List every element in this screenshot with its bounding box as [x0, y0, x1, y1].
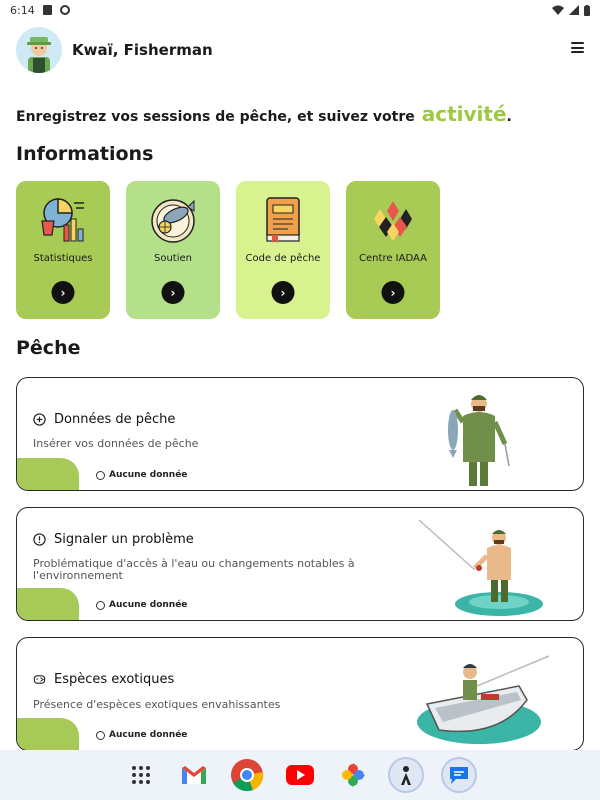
iadaa-logo-icon: [368, 195, 418, 245]
sync-icon: [60, 5, 70, 15]
clock-icon: [96, 601, 105, 610]
peche-card-title: Espèces exotiques: [54, 672, 175, 687]
status-right: [552, 5, 590, 16]
clock-icon: [96, 471, 105, 480]
tagline-period: .: [506, 109, 512, 125]
card-corner-accent: [17, 458, 79, 490]
peche-card-subtitle: Problématique d'accès à l'eau ou changements notables à l'environnement: [33, 557, 355, 582]
peche-card-title: Données de pêche: [54, 412, 176, 427]
page-title: Kwaï, Fisherman: [72, 41, 213, 59]
tagline: [16, 102, 600, 124]
photos-icon[interactable]: [335, 757, 371, 793]
card-corner-accent: [17, 718, 79, 750]
peche-card-subtitle: Insérer vos données de pêche: [33, 437, 199, 450]
peche-card-especes[interactable]: [16, 637, 584, 751]
peche-card-status: [96, 470, 187, 480]
info-card-label: Code de pêche: [245, 253, 321, 264]
peche-card-status: [96, 600, 187, 610]
fisherman-boat-illustration: [399, 642, 569, 748]
info-card-code-de-peche[interactable]: [236, 181, 330, 319]
info-card-centre-iadaa[interactable]: [346, 181, 440, 319]
fisherman-avatar-icon: [16, 27, 62, 73]
app-header: [0, 20, 600, 80]
info-card-label: Centre IADAA: [359, 253, 427, 264]
app-icon[interactable]: [388, 757, 424, 793]
chevron-right-icon[interactable]: ›: [52, 281, 75, 304]
chevron-right-icon[interactable]: ›: [162, 281, 185, 304]
app-drawer-icon[interactable]: [123, 757, 159, 793]
status-text: Aucune donnée: [109, 730, 188, 740]
menu-icon-bar: [571, 42, 584, 44]
info-card-label: Soutien: [154, 253, 192, 264]
clock-icon: [96, 731, 105, 740]
statistics-icon: [38, 195, 88, 245]
menu-button[interactable]: [571, 42, 584, 53]
warning-circle-icon: [33, 533, 46, 546]
peche-card-title: Signaler un problème: [54, 532, 194, 547]
peche-card-header: [33, 672, 174, 687]
status-text: Aucune donnée: [109, 470, 188, 480]
battery-icon: [584, 5, 590, 16]
gmail-icon[interactable]: [176, 757, 212, 793]
peche-card-donnees[interactable]: [16, 377, 584, 491]
card-corner-accent: [17, 588, 79, 620]
fish-icon: [33, 673, 46, 686]
tagline-accent: activité: [421, 102, 507, 126]
tagline-text: Enregistrez vos sessions de pêche, et suivez votre: [16, 109, 415, 125]
plus-circle-icon: [33, 413, 46, 426]
status-text: Aucune donnée: [109, 600, 188, 610]
menu-icon-bar: [571, 47, 584, 49]
section-title-informations: Informations: [16, 143, 154, 165]
wifi-icon: [552, 5, 564, 15]
messages-icon[interactable]: [441, 757, 477, 793]
fisherman-standing-illustration: [399, 382, 569, 488]
chevron-right-icon[interactable]: ›: [272, 281, 295, 304]
peche-card-status: [96, 730, 187, 740]
signal-icon: [569, 5, 579, 15]
status-bar: [0, 0, 600, 20]
peche-card-signaler[interactable]: [16, 507, 584, 621]
menu-icon-bar: [571, 51, 584, 53]
peche-card-header: [33, 532, 194, 547]
info-cards-row: [16, 181, 600, 319]
book-icon: [258, 195, 308, 245]
youtube-icon[interactable]: [282, 757, 318, 793]
section-title-peche: Pêche: [16, 337, 81, 359]
app-dock: [0, 750, 600, 800]
peche-card-subtitle: Présence d'espèces exotiques envahissantes: [33, 698, 281, 711]
chrome-icon[interactable]: [229, 757, 265, 793]
info-card-soutien[interactable]: [126, 181, 220, 319]
status-time: 6:14: [10, 3, 35, 17]
fisherman-wading-illustration: [399, 512, 569, 618]
fish-plate-icon: [148, 195, 198, 245]
sim-icon: [43, 5, 52, 15]
info-card-statistiques[interactable]: [16, 181, 110, 319]
status-left: [10, 4, 70, 17]
chevron-right-icon[interactable]: ›: [382, 281, 405, 304]
avatar[interactable]: [16, 27, 62, 73]
peche-card-header: [33, 412, 175, 427]
info-card-label: Statistiques: [33, 253, 93, 264]
